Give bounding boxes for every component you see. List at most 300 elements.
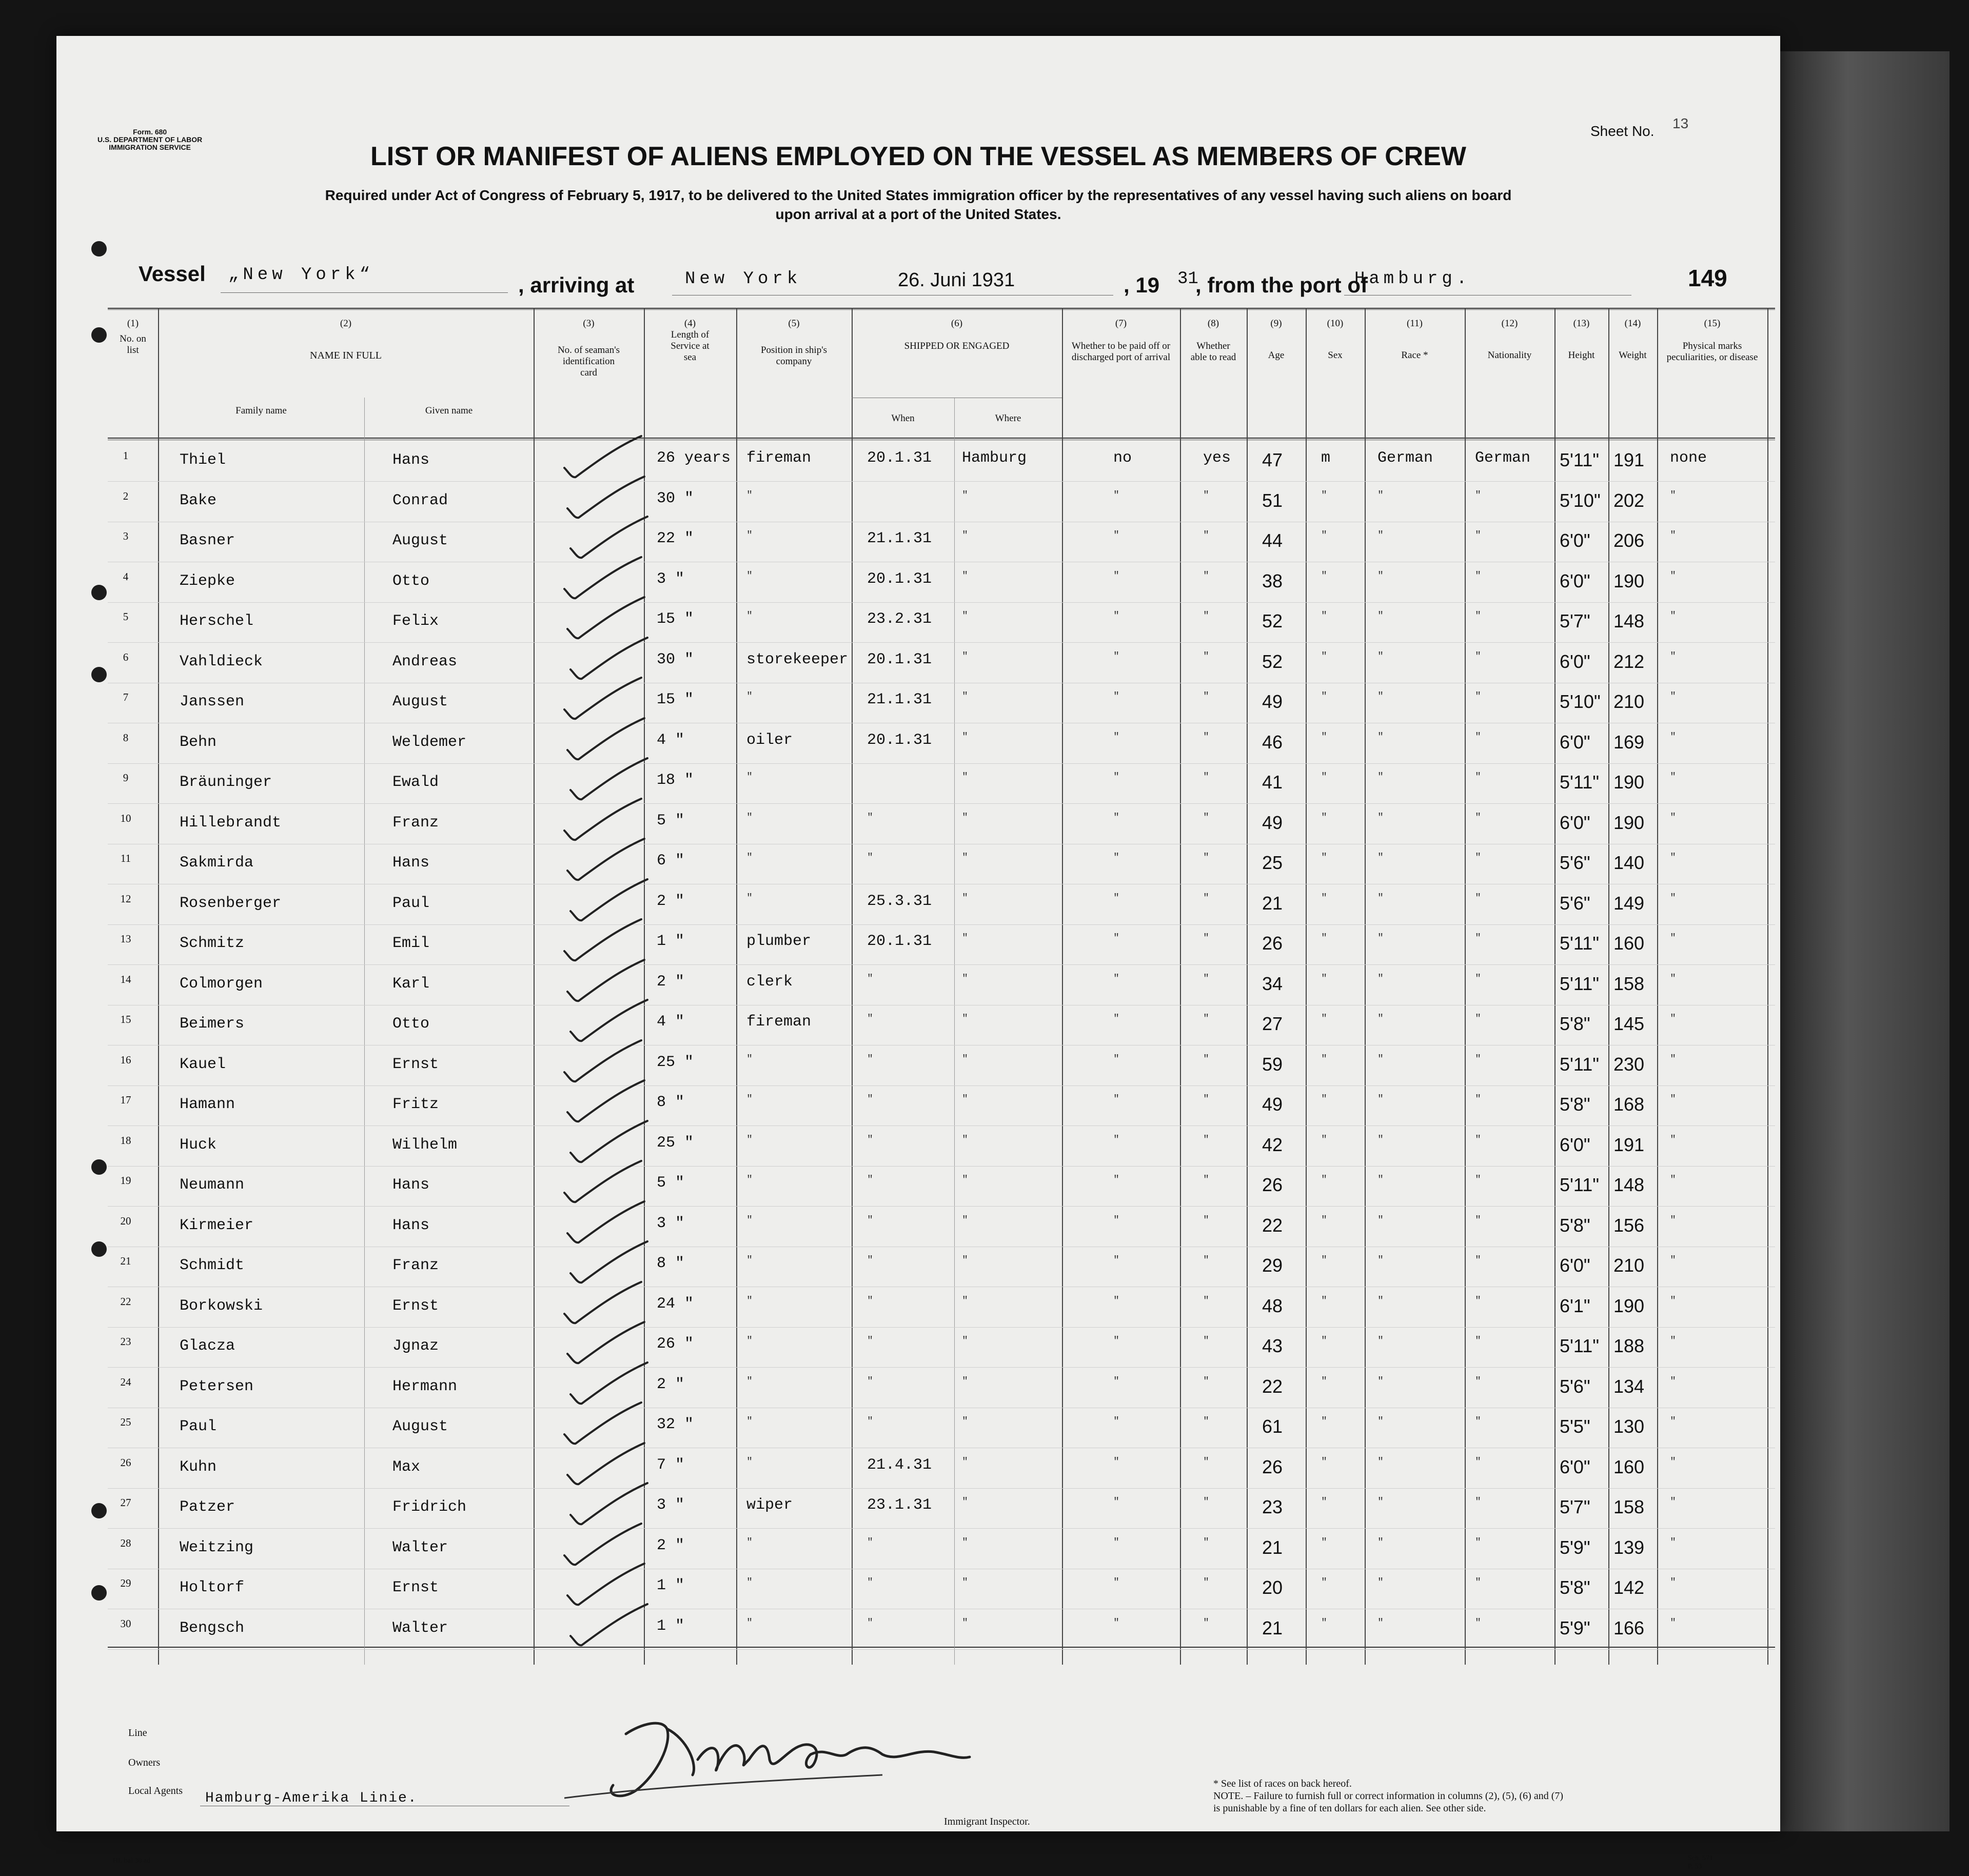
- binder-hole: [91, 1241, 107, 1257]
- sex-cell: ": [1321, 812, 1328, 824]
- able-to-read-cell: ": [1203, 852, 1210, 864]
- col-header-name: (2) NAME IN FULL: [310, 318, 382, 361]
- race-cell: German: [1377, 449, 1433, 467]
- age-cell: 21: [1262, 1536, 1283, 1558]
- weight-cell: 148: [1613, 1174, 1645, 1195]
- table-row: [108, 523, 1775, 562]
- engaged-where-cell: ": [962, 973, 969, 985]
- nationality-cell: ": [1475, 772, 1482, 783]
- service-length-cell: 25 ": [657, 1134, 694, 1152]
- height-cell: 5'9": [1560, 1617, 1590, 1638]
- weight-cell: 190: [1613, 772, 1645, 793]
- family-name-cell: Glacza: [180, 1337, 235, 1355]
- race-cell: ": [1377, 1053, 1384, 1065]
- physical-marks-cell: ": [1670, 1013, 1677, 1025]
- race-cell: ": [1377, 1536, 1384, 1549]
- service-length-cell: 1 ": [657, 1577, 685, 1594]
- position-cell: ": [746, 1094, 753, 1105]
- weight-cell: 139: [1613, 1536, 1645, 1558]
- row-number-cell: 10: [120, 812, 131, 824]
- row-number-cell: 3: [123, 530, 129, 542]
- row-number-cell: 30: [120, 1617, 131, 1630]
- height-cell: 6'0": [1560, 1255, 1590, 1276]
- sex-cell: ": [1321, 1375, 1328, 1388]
- position-cell: ": [746, 772, 753, 783]
- row-number-cell: 15: [120, 1013, 131, 1025]
- weight-cell: 188: [1613, 1335, 1645, 1356]
- engaged-where-cell: ": [962, 1456, 969, 1468]
- service-length-cell: 22 ": [657, 530, 694, 547]
- engaged-when-cell: ": [867, 1375, 874, 1388]
- engaged-where-cell: ": [962, 852, 969, 864]
- given-name-cell: Ernst: [392, 1579, 439, 1596]
- engaged-when-cell: ": [867, 1536, 874, 1549]
- position-cell: ": [746, 1255, 753, 1267]
- sex-cell: ": [1321, 1255, 1328, 1267]
- nationality-cell: ": [1475, 650, 1482, 663]
- sex-cell: ": [1321, 852, 1328, 864]
- family-name-cell: Weitzing: [180, 1538, 254, 1556]
- nationality-cell: ": [1475, 973, 1482, 985]
- engaged-when-cell: 21.1.31: [867, 691, 932, 708]
- family-name-cell: Schmitz: [180, 935, 245, 952]
- inspector-label: Immigrant Inspector.: [944, 1816, 1030, 1827]
- given-name-cell: Conrad: [392, 491, 448, 509]
- weight-cell: 158: [1613, 1496, 1645, 1517]
- service-length-cell: 4 ": [657, 731, 685, 749]
- physical-marks-cell: ": [1670, 530, 1677, 542]
- race-cell: ": [1377, 691, 1384, 703]
- position-cell: clerk: [746, 973, 793, 991]
- able-to-read-cell: ": [1203, 1456, 1210, 1468]
- engaged-when-cell: ": [867, 1214, 874, 1227]
- nationality-cell: ": [1475, 1013, 1482, 1025]
- sex-cell: ": [1321, 1416, 1328, 1428]
- service-length-cell: 15 ": [657, 691, 694, 708]
- col-header-sex: (10) Sex: [1327, 318, 1344, 361]
- physical-marks-cell: none: [1670, 449, 1707, 467]
- age-cell: 26: [1262, 933, 1283, 954]
- table-row: [108, 845, 1775, 884]
- position-cell: ": [746, 1174, 753, 1186]
- service-length-cell: 2 ": [657, 892, 685, 910]
- table-row: [108, 1087, 1775, 1126]
- sex-cell: ": [1321, 530, 1328, 542]
- race-cell: ": [1377, 852, 1384, 864]
- row-number-cell: 20: [120, 1214, 131, 1227]
- height-cell: 5'9": [1560, 1536, 1590, 1558]
- engaged-when-cell: 20.1.31: [867, 650, 932, 668]
- sheet-number: 13: [1672, 115, 1689, 131]
- physical-marks-cell: ": [1670, 933, 1677, 944]
- given-name-cell: Hans: [392, 854, 430, 872]
- sex-cell: ": [1321, 1094, 1328, 1105]
- height-cell: 5'8": [1560, 1577, 1590, 1598]
- position-cell: wiper: [746, 1496, 793, 1514]
- nationality-cell: ": [1475, 1536, 1482, 1549]
- service-length-cell: 6 ": [657, 852, 685, 870]
- age-cell: 52: [1262, 650, 1283, 672]
- col-header-position: (5) Position in ship's company: [760, 318, 828, 367]
- nationality-cell: ": [1475, 1174, 1482, 1186]
- given-name-cell: Hans: [392, 451, 430, 469]
- height-cell: 5'11": [1560, 1174, 1600, 1195]
- engaged-where-cell: ": [962, 1496, 969, 1508]
- family-name-cell: Sakmirda: [180, 854, 254, 872]
- table-row: [108, 764, 1775, 804]
- race-cell: ": [1377, 1375, 1384, 1388]
- paid-off-cell: ": [1113, 1295, 1120, 1307]
- family-name-cell: Paul: [180, 1418, 217, 1435]
- service-length-cell: 3 ": [657, 1496, 685, 1514]
- given-name-cell: Hans: [392, 1176, 430, 1194]
- paid-off-cell: ": [1113, 1335, 1120, 1347]
- table-row: [108, 1369, 1775, 1408]
- engaged-where-cell: ": [962, 1577, 969, 1589]
- physical-marks-cell: ": [1670, 1375, 1677, 1388]
- height-cell: 6'0": [1560, 650, 1590, 672]
- table-row: [108, 1288, 1775, 1328]
- engaged-where-cell: ": [962, 489, 969, 502]
- sex-cell: ": [1321, 1456, 1328, 1468]
- able-to-read-cell: ": [1203, 489, 1210, 502]
- physical-marks-cell: ": [1670, 1335, 1677, 1347]
- engaged-when-cell: ": [867, 1013, 874, 1025]
- family-name-cell: Hamann: [180, 1096, 235, 1113]
- age-cell: 52: [1262, 610, 1283, 631]
- family-name-cell: Rosenberger: [180, 894, 282, 912]
- engaged-where-cell: ": [962, 1335, 969, 1347]
- family-name-cell: Behn: [180, 733, 217, 751]
- row-number-cell: 17: [120, 1094, 131, 1106]
- table-row: [108, 1570, 1775, 1609]
- given-name-cell: August: [392, 1418, 448, 1435]
- family-name-cell: Borkowski: [180, 1297, 263, 1315]
- weight-cell: 130: [1613, 1416, 1645, 1437]
- engaged-where-cell: ": [962, 570, 969, 582]
- given-name-cell: Hans: [392, 1216, 430, 1234]
- able-to-read-cell: ": [1203, 1536, 1210, 1549]
- physical-marks-cell: ": [1670, 1617, 1677, 1629]
- physical-marks-cell: ": [1670, 812, 1677, 824]
- weight-cell: 145: [1613, 1013, 1645, 1034]
- table-row: [108, 563, 1775, 603]
- row-number-cell: 6: [123, 650, 129, 663]
- race-cell: ": [1377, 489, 1384, 502]
- races-note: * See list of races on back hereof.: [1213, 1778, 1352, 1789]
- col-header-id-card: (3) No. of seaman's identification card: [557, 318, 620, 378]
- row-number-cell: 27: [120, 1496, 131, 1509]
- age-cell: 49: [1262, 812, 1283, 833]
- weight-cell: 210: [1613, 1255, 1645, 1276]
- paid-off-cell: ": [1113, 1536, 1120, 1549]
- age-cell: 25: [1262, 852, 1283, 873]
- paid-off-cell: ": [1113, 691, 1120, 703]
- engaged-when-cell: ": [867, 1335, 874, 1347]
- able-to-read-cell: ": [1203, 530, 1210, 542]
- age-cell: 46: [1262, 731, 1283, 753]
- vessel-label: Vessel: [139, 262, 206, 286]
- physical-marks-cell: ": [1670, 1255, 1677, 1267]
- age-cell: 47: [1262, 449, 1283, 470]
- height-cell: 6'0": [1560, 812, 1590, 833]
- penalty-note-2: is punishable by a fine of ten dollars for each alien. See other side.: [1213, 1803, 1486, 1814]
- paid-off-cell: ": [1113, 1214, 1120, 1227]
- row-number-cell: 19: [120, 1174, 131, 1187]
- able-to-read-cell: ": [1203, 1174, 1210, 1186]
- service-length-cell: 8 ": [657, 1255, 685, 1272]
- height-cell: 5'7": [1560, 610, 1590, 631]
- height-cell: 5'11": [1560, 1335, 1600, 1356]
- height-cell: 5'8": [1560, 1013, 1590, 1034]
- race-cell: ": [1377, 892, 1384, 904]
- race-cell: ": [1377, 1174, 1384, 1186]
- physical-marks-cell: ": [1670, 1416, 1677, 1428]
- position-cell: ": [746, 852, 753, 864]
- race-cell: ": [1377, 1295, 1384, 1307]
- height-cell: 5'8": [1560, 1094, 1590, 1115]
- physical-marks-cell: ": [1670, 973, 1677, 985]
- position-cell: ": [746, 530, 753, 542]
- physical-marks-cell: ": [1670, 1174, 1677, 1186]
- sheet-number-label: Sheet No.: [1590, 123, 1655, 139]
- age-cell: 41: [1262, 772, 1283, 793]
- sex-cell: ": [1321, 610, 1328, 622]
- engaged-where-cell: ": [962, 772, 969, 783]
- table-row: [108, 885, 1775, 925]
- engaged-when-cell: ": [867, 1174, 874, 1186]
- nationality-cell: ": [1475, 892, 1482, 904]
- row-number-cell: 18: [120, 1134, 131, 1147]
- table-row: [108, 1248, 1775, 1287]
- engaged-when-cell: 23.1.31: [867, 1496, 932, 1514]
- row-number-cell: 25: [120, 1416, 131, 1428]
- position-cell: ": [746, 1416, 753, 1428]
- age-cell: 43: [1262, 1335, 1283, 1356]
- given-name-cell: Karl: [392, 975, 430, 993]
- race-cell: ": [1377, 812, 1384, 824]
- paid-off-cell: ": [1113, 973, 1120, 985]
- check-mark-icon: [560, 1600, 658, 1651]
- position-cell: fireman: [746, 449, 812, 467]
- sex-cell: ": [1321, 1496, 1328, 1508]
- physical-marks-cell: ": [1670, 772, 1677, 783]
- family-name-cell: Vahldieck: [180, 653, 263, 670]
- adjacent-page-edge: [1780, 51, 1950, 1831]
- engaged-when-cell: ": [867, 852, 874, 864]
- engaged-when-cell: 20.1.31: [867, 449, 932, 467]
- age-cell: 59: [1262, 1053, 1283, 1075]
- engaged-where-cell: ": [962, 1375, 969, 1388]
- sex-cell: ": [1321, 1013, 1328, 1025]
- position-cell: ": [746, 691, 753, 703]
- physical-marks-cell: ": [1670, 1456, 1677, 1468]
- sex-cell: ": [1321, 1174, 1328, 1186]
- family-name-cell: Basner: [180, 532, 235, 549]
- service-length-cell: 26 ": [657, 1335, 694, 1353]
- inspector-signature: [564, 1703, 975, 1819]
- row-number-cell: 11: [120, 852, 131, 864]
- engaged-when-cell: ": [867, 1255, 874, 1267]
- position-cell: ": [746, 1375, 753, 1388]
- year-suffix: 31: [1177, 269, 1198, 289]
- table-row: [108, 925, 1775, 965]
- engaged-where-cell: ": [962, 1255, 969, 1267]
- physical-marks-cell: ": [1670, 610, 1677, 622]
- age-cell: 22: [1262, 1214, 1283, 1236]
- engaged-when-cell: ": [867, 1617, 874, 1629]
- race-cell: ": [1377, 1335, 1384, 1347]
- age-cell: 21: [1262, 892, 1283, 914]
- engaged-where-cell: ": [962, 933, 969, 944]
- service-length-cell: 30 ": [657, 650, 694, 668]
- paid-off-cell: ": [1113, 1375, 1120, 1388]
- row-number-cell: 5: [123, 610, 129, 623]
- service-length-cell: 24 ": [657, 1295, 694, 1313]
- age-cell: 49: [1262, 691, 1283, 712]
- row-number-cell: 7: [123, 691, 129, 703]
- table-row: [108, 1610, 1775, 1650]
- family-name-cell: Thiel: [180, 451, 226, 469]
- service-length-cell: 26 years: [657, 449, 731, 467]
- corner-code-left: HL bal 30 ad: [113, 1857, 150, 1865]
- race-cell: ": [1377, 1255, 1384, 1267]
- row-number-cell: 2: [123, 489, 129, 502]
- service-length-cell: 2 ": [657, 1536, 685, 1554]
- sex-cell: ": [1321, 1134, 1328, 1146]
- sex-cell: ": [1321, 1053, 1328, 1065]
- col-header-family-name: Family name: [235, 405, 287, 416]
- row-number-cell: 14: [120, 973, 131, 985]
- height-cell: 6'0": [1560, 530, 1590, 551]
- family-name-cell: Bengsch: [180, 1619, 245, 1637]
- paid-off-cell: ": [1113, 1456, 1120, 1468]
- row-number-cell: 23: [120, 1335, 131, 1348]
- race-cell: ": [1377, 1094, 1384, 1105]
- service-name: IMMIGRATION SERVICE: [109, 143, 191, 151]
- family-name-cell: Kauel: [180, 1055, 226, 1073]
- height-cell: 6'0": [1560, 1456, 1590, 1477]
- given-name-cell: Weldemer: [392, 733, 467, 751]
- weight-cell: 156: [1613, 1214, 1645, 1236]
- row-number-cell: 22: [120, 1295, 131, 1308]
- position-cell: ": [746, 1214, 753, 1227]
- family-name-cell: Bräuninger: [180, 774, 272, 791]
- sex-cell: ": [1321, 650, 1328, 663]
- row-number-cell: 29: [120, 1577, 131, 1589]
- weight-cell: 190: [1613, 1295, 1645, 1316]
- sex-cell: ": [1321, 892, 1328, 904]
- engaged-when-cell: ": [867, 1416, 874, 1428]
- nationality-cell: ": [1475, 731, 1482, 743]
- sex-cell: m: [1321, 449, 1331, 467]
- age-cell: 49: [1262, 1094, 1283, 1115]
- age-cell: 42: [1262, 1134, 1283, 1155]
- owners-value: Hamburg-Amerika Linie.: [205, 1790, 418, 1806]
- col-header-read: (8) Whether able to read: [1190, 318, 1236, 363]
- race-cell: ": [1377, 772, 1384, 783]
- age-cell: 38: [1262, 570, 1283, 591]
- engaged-where-cell: ": [962, 892, 969, 904]
- given-name-cell: Walter: [392, 1538, 448, 1556]
- sex-cell: ": [1321, 1295, 1328, 1307]
- service-length-cell: 25 ": [657, 1053, 694, 1071]
- col-header-shipped: (6) SHIPPED OR ENGAGED: [904, 318, 1010, 351]
- col-header-age: (9) Age: [1268, 318, 1285, 361]
- weight-cell: 191: [1613, 449, 1645, 470]
- row-number-cell: 4: [123, 570, 129, 583]
- height-cell: 6'1": [1560, 1295, 1590, 1316]
- service-length-cell: 1 ": [657, 933, 685, 950]
- able-to-read-cell: ": [1203, 1094, 1210, 1105]
- engaged-where-cell: ": [962, 650, 969, 663]
- position-cell: ": [746, 1617, 753, 1629]
- manifest-sheet: [56, 36, 1780, 1870]
- able-to-read-cell: ": [1203, 973, 1210, 985]
- nationality-cell: ": [1475, 852, 1482, 864]
- weight-cell: 160: [1613, 1456, 1645, 1477]
- height-cell: 5'10": [1560, 691, 1601, 712]
- sex-cell: ": [1321, 772, 1328, 783]
- engaged-where-cell: ": [962, 1416, 969, 1428]
- paid-off-cell: ": [1113, 852, 1120, 864]
- family-name-cell: Kirmeier: [180, 1216, 254, 1234]
- col-header-physical-marks: (15) Physical marks peculiarities, or disease: [1666, 318, 1758, 363]
- table-row: [108, 1409, 1775, 1448]
- weight-cell: 134: [1613, 1375, 1645, 1397]
- position-cell: storekeeper: [746, 650, 849, 668]
- engaged-when-cell: 25.3.31: [867, 892, 932, 910]
- col-header-when: When: [891, 413, 915, 424]
- weight-cell: 148: [1613, 610, 1645, 631]
- sex-cell: ": [1321, 1214, 1328, 1227]
- race-cell: ": [1377, 1617, 1384, 1629]
- service-length-cell: 3 ": [657, 1214, 685, 1232]
- subtitle-line-1: Required under Act of Congress of February 5, 1917, to be delivered to the United States immigration officer by the representatives of any vessel having such aliens on board: [325, 187, 1512, 203]
- height-cell: 5'6": [1560, 892, 1590, 914]
- physical-marks-cell: ": [1670, 570, 1677, 582]
- given-name-cell: Wilhelm: [392, 1136, 458, 1154]
- sex-cell: ": [1321, 1536, 1328, 1549]
- engaged-when-cell: ": [867, 812, 874, 824]
- given-name-cell: Fritz: [392, 1096, 439, 1113]
- age-cell: 26: [1262, 1174, 1283, 1195]
- paid-off-cell: ": [1113, 1134, 1120, 1146]
- able-to-read-cell: yes: [1203, 449, 1231, 467]
- age-cell: 61: [1262, 1416, 1283, 1437]
- page-number: 149: [1688, 265, 1727, 291]
- able-to-read-cell: ": [1203, 610, 1210, 622]
- height-cell: 5'7": [1560, 1496, 1590, 1517]
- arrival-port: New York: [685, 269, 802, 289]
- row-number-cell: 8: [123, 731, 129, 744]
- row-number-cell: 1: [123, 449, 129, 462]
- row-number-cell: 24: [120, 1375, 131, 1388]
- weight-cell: 202: [1613, 489, 1645, 511]
- height-cell: 5'11": [1560, 772, 1600, 793]
- service-length-cell: 3 ": [657, 570, 685, 588]
- sex-cell: ": [1321, 1617, 1328, 1629]
- family-name-cell: Kuhn: [180, 1458, 217, 1476]
- row-number-cell: 13: [120, 933, 131, 945]
- given-name-cell: Jgnaz: [392, 1337, 439, 1355]
- engaged-where-cell: ": [962, 1013, 969, 1025]
- family-name-cell: Bake: [180, 491, 217, 509]
- arrival-date: 26. Juni 1931: [898, 269, 1015, 291]
- nationality-cell: ": [1475, 812, 1482, 824]
- given-name-cell: Franz: [392, 814, 439, 832]
- race-cell: ": [1377, 1496, 1384, 1508]
